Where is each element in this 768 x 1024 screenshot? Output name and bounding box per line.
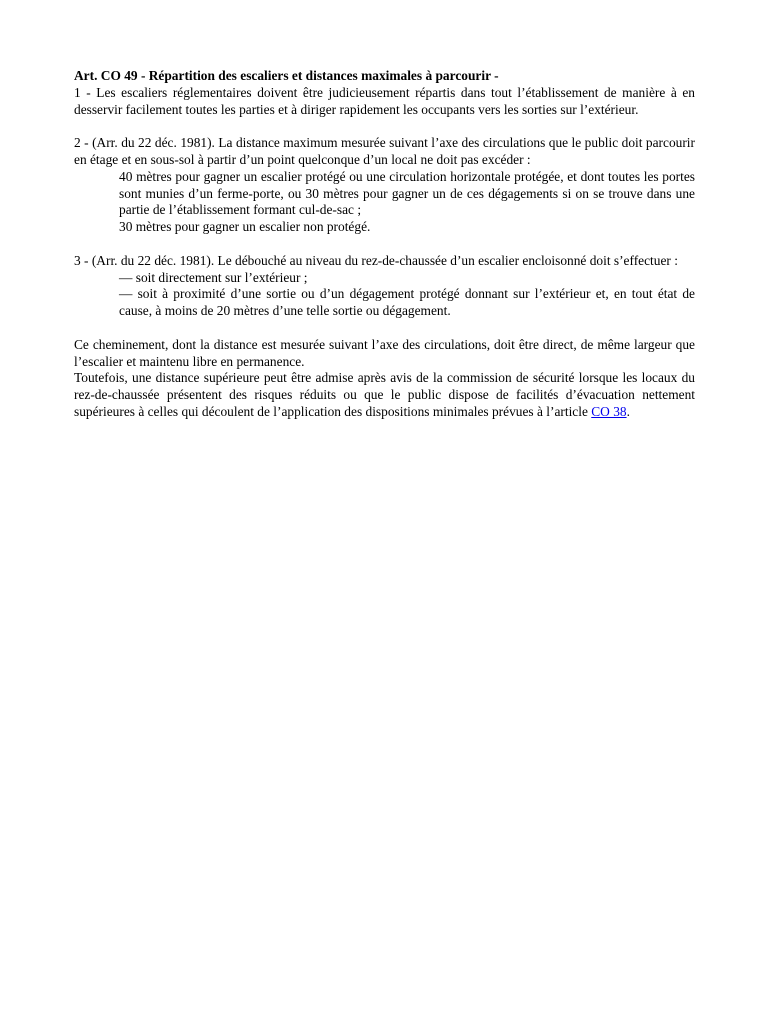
section-3-item-2: — soit à proximité d’une sortie ou d’un dégagement protégé donnant sur l’extérieur et, en tout état de cause, à moins de 20 mètres d’une telle sortie ou dégagement.: [119, 286, 695, 319]
document-body: [74, 68, 695, 421]
toutefois-end: .: [626, 403, 630, 419]
section-2-intro: 2 - (Arr. du 22 déc. 1981). La distance maximum mesurée suivant l’axe des circulations que le public doit parcourir en étage et en sous-sol à partir d’un point quelconque d’un local ne doit pas excéder :: [74, 135, 695, 167]
cheminement-paragraph: Ce cheminement, dont la distance est mesurée suivant l’axe des circulations, doit être direct, de même largeur que l’escalier et maintenu libre en permanence.: [74, 336, 695, 369]
paragraph-gap: [74, 320, 695, 337]
toutefois-paragraph: [74, 370, 695, 420]
article-co38-link[interactable]: CO 38: [591, 403, 627, 419]
paragraph-gap: [74, 236, 695, 253]
paragraph-gap: [74, 118, 695, 135]
section-3-item-1: — soit directement sur l’extérieur ;: [119, 269, 308, 285]
section-2-item-1: 40 mètres pour gagner un escalier protégé ou une circulation horizontale protégée, et dont toutes les portes sont munies d’un ferme-porte, ou 30 mètres pour gagner un de ces dégagements si on se trouve dans une partie de l’établissement formant cul-de-sac ;: [119, 168, 695, 218]
toutefois-text: Toutefois, une distance supérieure peut être admise après avis de la commission de sécurité lorsque les locaux du rez-de-chaussée présentent des risques réduits ou que le public dispose de facilités d’évacuation nettement supérieures à celles qui découlent de l’application des dispositions minimales prévues à l’article: [74, 370, 695, 419]
article-title: Art. CO 49 - Répartition des escaliers et distances maximales à parcourir -: [74, 68, 499, 83]
section-2-item-2: 30 mètres pour gagner un escalier non protégé.: [119, 219, 371, 235]
section-3-intro: 3 - (Arr. du 22 déc. 1981). Le débouché au niveau du rez-de-chaussée d’un escalier encloisonné doit s’effectuer :: [74, 252, 678, 268]
section-1-text: 1 - Les escaliers réglementaires doivent être judicieusement répartis dans tout l’établissement de manière à en desservir facilement toutes les parties et à diriger rapidement les occupants vers les sorties sur l’extérieur.: [74, 84, 695, 117]
